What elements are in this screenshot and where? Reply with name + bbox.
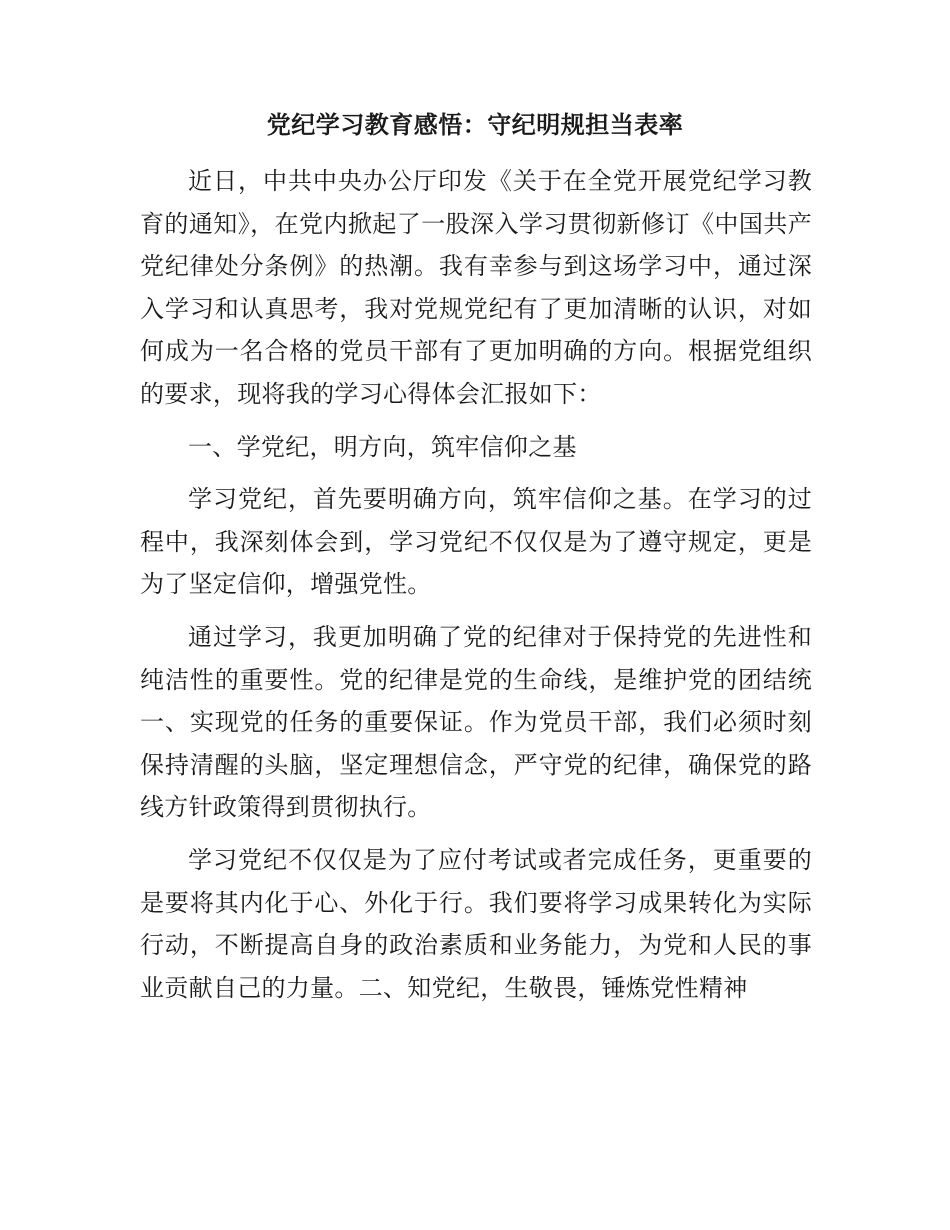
section-heading-1: 一、学党纪，明方向，筑牢信仰之基: [188, 432, 577, 461]
paragraph-direction: 学习党纪，首先要明确方向，筑牢信仰之基。在学习的过程中，我深刻体会到，学习党纪不仅仅是为了遵守规定，更是为了坚定信仰，增强党性。: [140, 485, 812, 599]
paragraph-internalize: 学习党纪不仅仅是为了应付考试或者完成任务，更重要的是要将其内化于心、外化于行。我们要将学习成果转化为实际行动，不断提高自身的政治素质和业务能力，为党和人民的事业贡献自己的力量。二、知党纪，生敬畏，锤炼党性精神: [140, 845, 812, 1002]
paragraph-intro: 近日，中共中央办公厅印发《关于在全党开展党纪学习教育的通知》，在党内掀起了一股深入学习贯彻新修订《中国共产党纪律处分条例》的热潮。我有幸参与到这场学习中，通过深入学习和认真思考，我对党规党纪有了更加清晰的认识，对如何成为一名合格的党员干部有了更加明确的方向。根据党组织的要求，现将我的学习心得体会汇报如下：: [140, 167, 812, 408]
document-title: 党纪学习教育感悟：守纪明规担当表率: [266, 111, 684, 139]
paragraph-discipline-importance: 通过学习，我更加明确了党的纪律对于保持党的先进性和纯洁性的重要性。党的纪律是党的生命线，是维护党的团结统一、实现党的任务的重要保证。作为党员干部，我们必须时刻保持清醒的头脑，坚定理想信念，严守党的纪律，确保党的路线方针政策得到贯彻执行。: [140, 622, 812, 822]
document-body: [140, 160, 812, 1009]
